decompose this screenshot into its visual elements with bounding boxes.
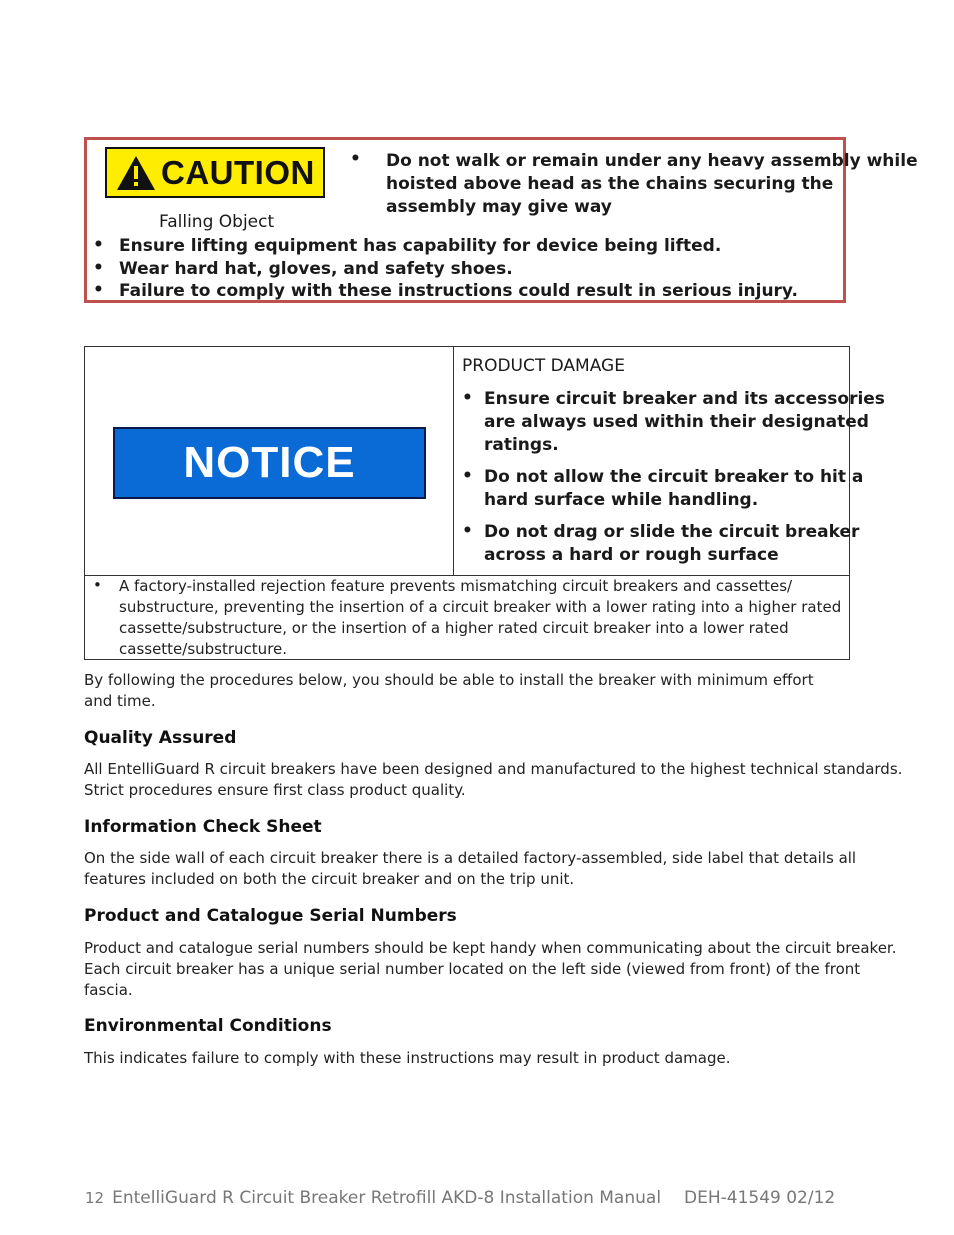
- bullet-dot: •: [462, 388, 473, 408]
- text-line: ratings.: [484, 435, 559, 455]
- notice-sign: [113, 427, 426, 499]
- text-line: assembly may give way: [386, 197, 612, 217]
- notice-bullet: [484, 521, 859, 567]
- notice-label: NOTICE: [183, 438, 356, 487]
- text-line: Do not walk or remain under any heavy assembly while: [386, 151, 918, 171]
- section-heading: Product and Catalogue Serial Numbers: [84, 906, 457, 926]
- page-footer: [85, 1188, 661, 1208]
- text-line: All EntelliGuard R circuit breakers have been designed and manufactured to the highest technical standards.: [84, 760, 903, 778]
- caution-bullet: Ensure lifting equipment has capability for device being lifted.: [119, 236, 722, 256]
- section-body: [84, 759, 902, 801]
- bullet-dot: •: [93, 280, 104, 300]
- text-line: Ensure circuit breaker and its accessories: [484, 389, 885, 409]
- text-line: Strict procedures ensure first class product quality.: [84, 781, 466, 799]
- text-line: cassette/substructure, or the insertion of a higher rated circuit breaker into a lower rated: [119, 619, 789, 637]
- text-line: Each circuit breaker has a unique serial number located on the left side (viewed from front) of the front: [84, 960, 861, 978]
- section-heading: Quality Assured: [84, 728, 237, 748]
- caution-sign: [105, 147, 325, 198]
- notice-bullet: [484, 388, 885, 457]
- text-line: Product and catalogue serial numbers should be kept handy when communicating about the circuit breaker.: [84, 939, 897, 957]
- section-heading: Environmental Conditions: [84, 1016, 332, 1036]
- text-line: Do not drag or slide the circuit breaker: [484, 522, 860, 542]
- section-heading: Information Check Sheet: [84, 817, 322, 837]
- hazard-label: Falling Object: [159, 212, 275, 232]
- caution-side-bullet: [386, 150, 918, 219]
- text-line: By following the procedures below, you should be able to install the breaker with minimum effort: [84, 671, 814, 689]
- intro-paragraph: [84, 670, 814, 712]
- text-line: cassette/substructure.: [119, 640, 288, 658]
- text-line: are always used within their designated: [484, 412, 869, 432]
- bullet-dot: •: [93, 576, 102, 594]
- section-body: [84, 938, 897, 1001]
- bullet-dot: •: [462, 521, 473, 541]
- notice-footnote: [119, 576, 841, 660]
- text-line: hoisted above head as the chains securing the: [386, 174, 834, 194]
- bullet-dot: •: [93, 258, 104, 278]
- text-line: This indicates failure to comply with these instructions may result in product damage.: [84, 1049, 731, 1067]
- manual-title: EntelliGuard R Circuit Breaker Retrofill AKD-8 Installation Manual: [112, 1188, 662, 1208]
- notice-bullet: [484, 466, 863, 512]
- text-line: features included on both the circuit breaker and on the trip unit.: [84, 870, 575, 888]
- bullet-dot: •: [93, 235, 104, 255]
- page-number: 12: [85, 1189, 105, 1207]
- text-line: fascia.: [84, 981, 133, 999]
- text-line: A factory-installed rejection feature prevents mismatching circuit breakers and cassettes/: [119, 577, 793, 595]
- text-line: substructure, preventing the insertion of a circuit breaker with a lower rating into a higher rated: [119, 598, 842, 616]
- caution-label: CAUTION: [161, 153, 315, 191]
- section-body: [84, 848, 856, 890]
- text-line: across a hard or rough surface: [484, 545, 779, 565]
- caution-bullet: Failure to comply with these instructions could result in serious injury.: [119, 281, 798, 301]
- product-damage-title: PRODUCT DAMAGE: [462, 356, 625, 376]
- warning-triangle-icon: [115, 154, 157, 192]
- section-body: [84, 1048, 730, 1069]
- document-code: DEH-41549 02/12: [684, 1188, 836, 1208]
- caution-bullet: Wear hard hat, gloves, and safety shoes.: [119, 259, 513, 279]
- text-line: hard surface while handling.: [484, 490, 759, 510]
- table-divider: [453, 346, 454, 576]
- bullet-dot: •: [350, 149, 361, 169]
- bullet-dot: •: [462, 466, 473, 486]
- text-line: On the side wall of each circuit breaker there is a detailed factory-assembled, side label that details all: [84, 849, 857, 867]
- text-line: Do not allow the circuit breaker to hit a: [484, 467, 864, 487]
- text-line: and time.: [84, 692, 156, 710]
